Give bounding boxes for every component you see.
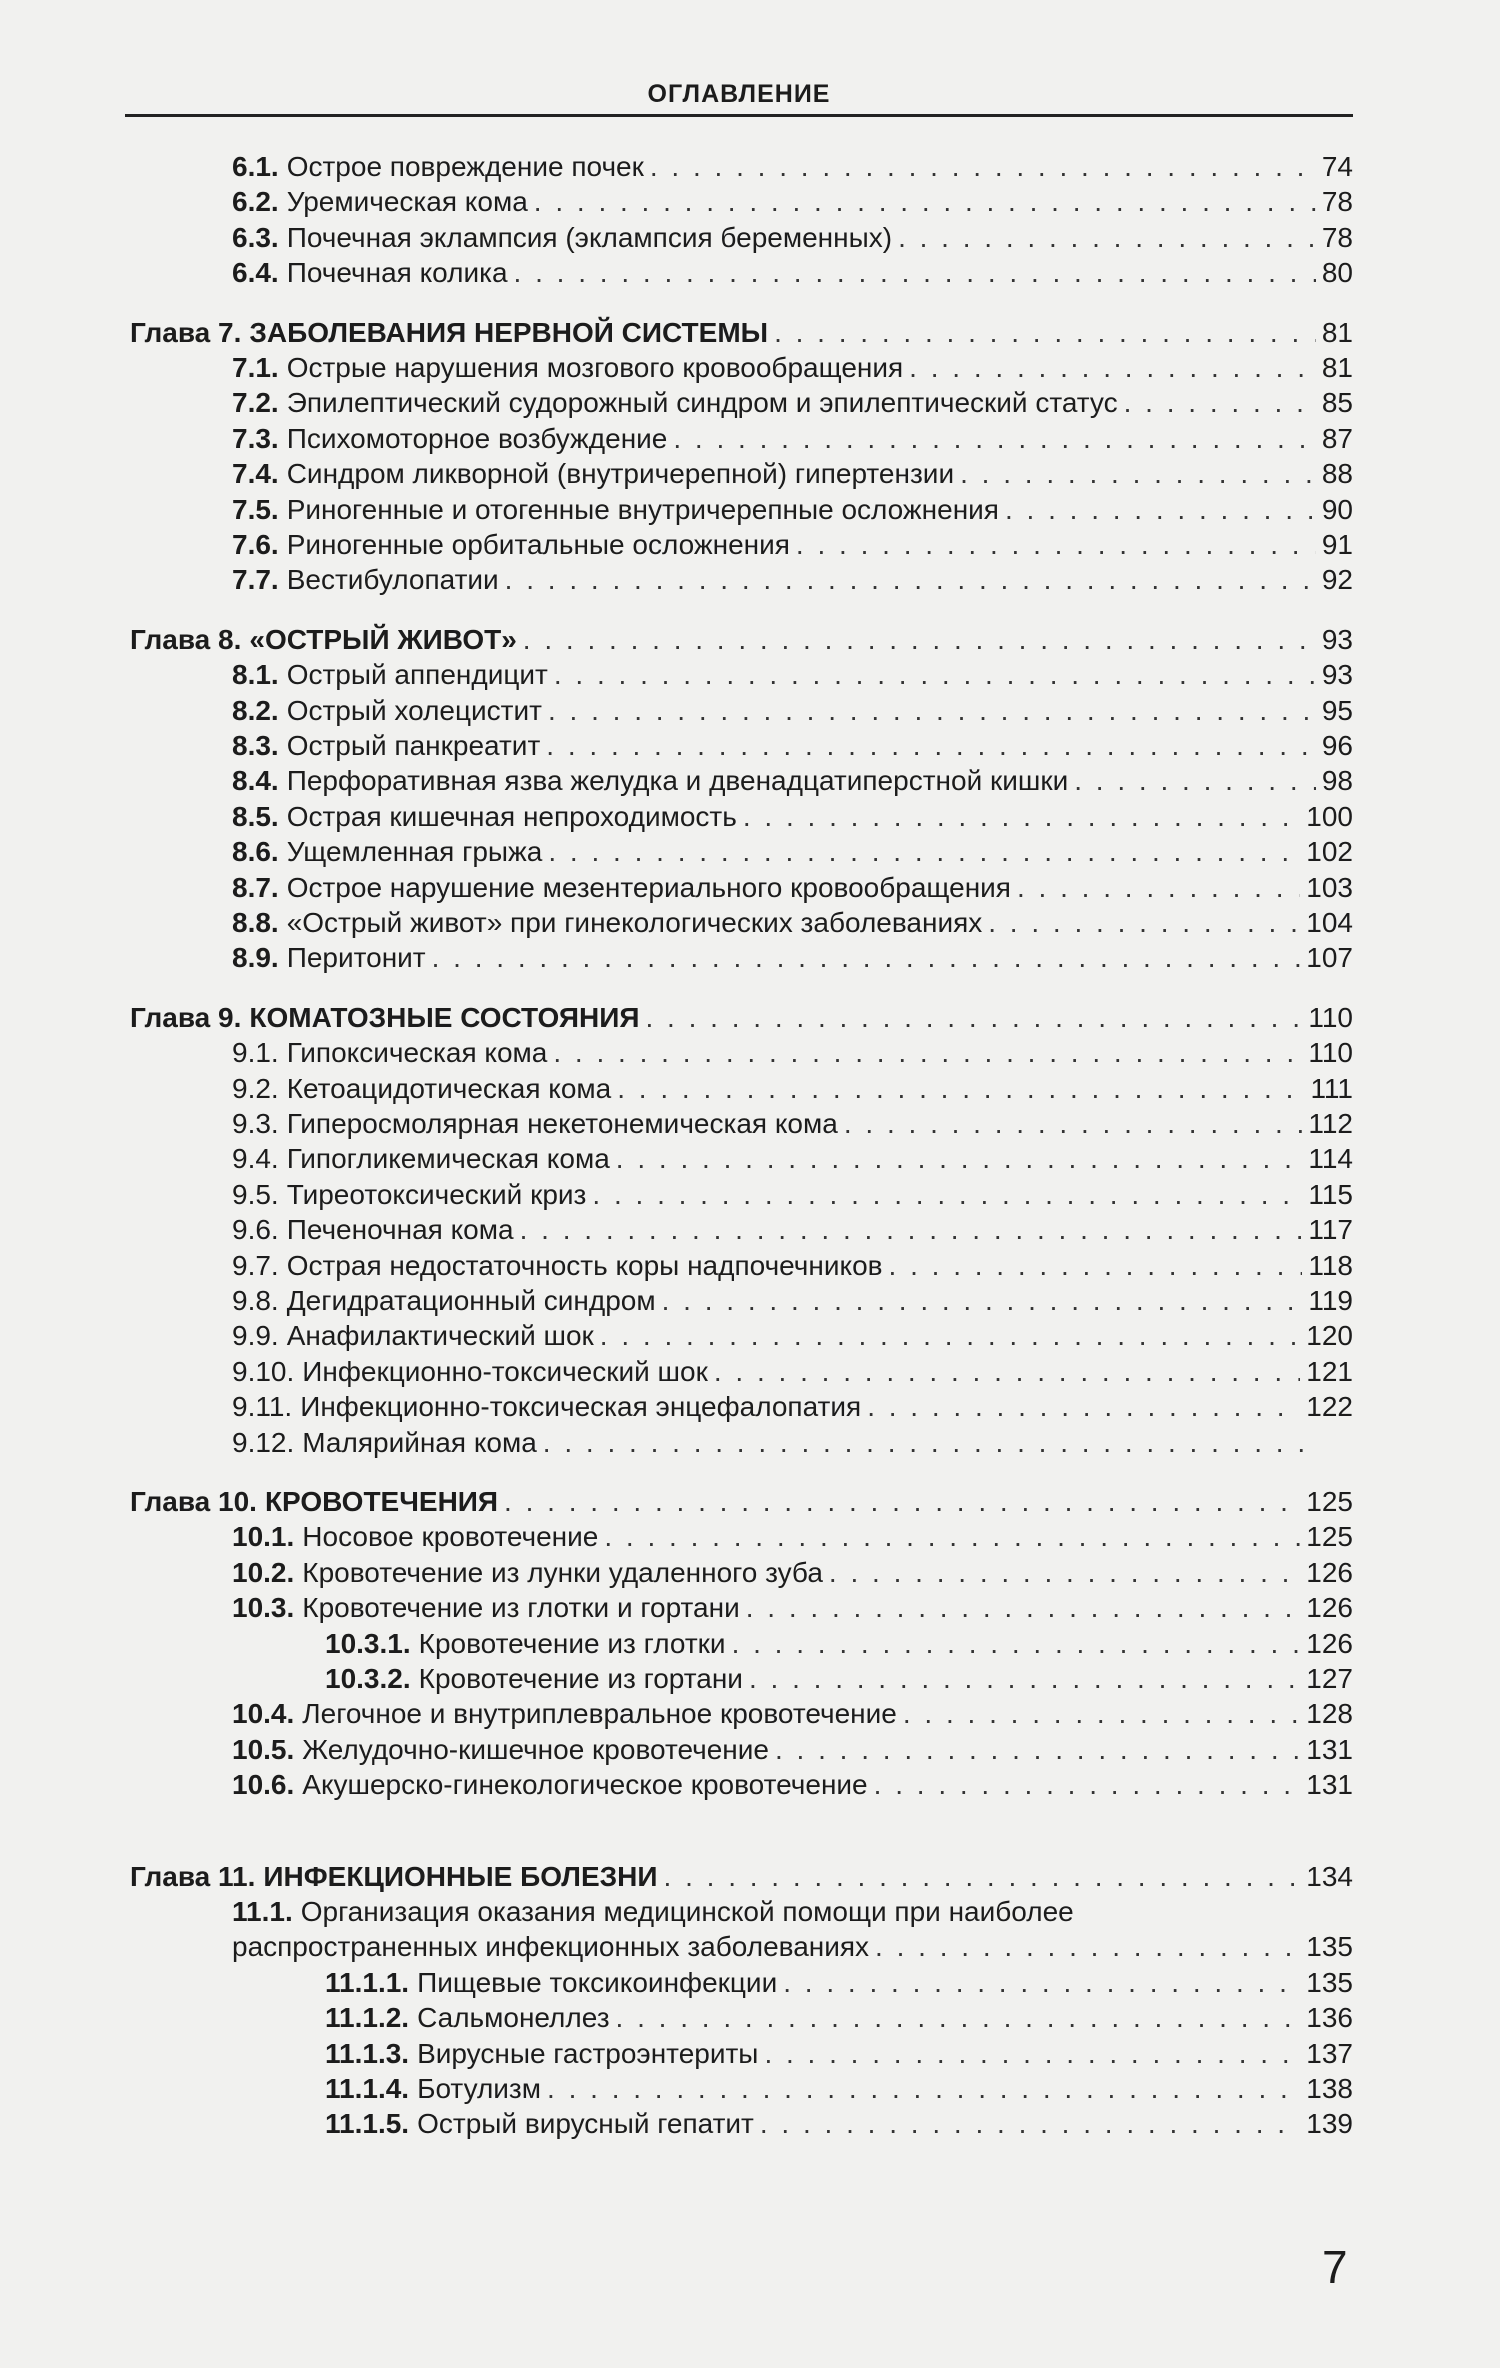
toc-chapter[interactable] xyxy=(130,623,1353,657)
toc-entry-title-continuation: распространенных инфекционных заболеваниях xyxy=(232,1931,870,1963)
toc-page-number: 104 xyxy=(1306,907,1353,938)
dot-leader xyxy=(714,1355,1300,1389)
toc-entry-number: 8.7. xyxy=(232,871,279,903)
toc-entry-title: Риногенные и отогенные внутричерепные осложнения xyxy=(286,493,999,525)
dot-leader xyxy=(600,1319,1300,1353)
toc-entry-number: 11.1.4. xyxy=(325,2073,410,2104)
toc-entry[interactable] xyxy=(325,2107,1353,2141)
toc-entry-title: Уремическая кома xyxy=(286,186,528,218)
dot-leader xyxy=(764,2037,1300,2071)
toc-entry-number: 7.6. xyxy=(232,529,279,560)
toc-entry-title: Острая недостаточность коры надпочечников xyxy=(286,1249,883,1281)
page-title: ОГЛАВЛЕНИЕ xyxy=(647,80,831,108)
toc-chapter[interactable] xyxy=(130,1485,1353,1519)
toc-entry[interactable] xyxy=(232,1178,1353,1212)
toc-entry-title: Гипогликемическая кома xyxy=(286,1143,610,1175)
toc-page-number: 121 xyxy=(1306,1355,1353,1387)
toc-entry-number: 8.8. xyxy=(232,907,279,938)
toc-entry-title: Острые нарушения мозгового кровообращения xyxy=(286,352,904,383)
toc-page-number: 136 xyxy=(1306,2002,1353,2034)
toc-entry-title: Носовое кровотечение xyxy=(302,1521,599,1553)
toc-page-number: 107 xyxy=(1306,942,1353,974)
dot-leader xyxy=(650,150,1316,184)
toc-entry-number: 11.1.3. xyxy=(325,2037,410,2069)
dot-leader xyxy=(432,941,1301,975)
dot-leader xyxy=(534,185,1316,219)
toc-entry-number: 7.7. xyxy=(232,564,279,596)
dot-leader xyxy=(645,1001,1302,1035)
dot-leader xyxy=(504,1485,1300,1519)
dot-leader xyxy=(592,1178,1302,1212)
toc-page-number: 103 xyxy=(1306,871,1353,903)
toc-entry-title: Перитонит xyxy=(286,942,426,974)
toc-entry[interactable] xyxy=(232,1697,1353,1731)
toc-entry[interactable] xyxy=(232,941,1353,975)
toc-entry[interactable] xyxy=(232,1213,1353,1247)
dot-leader xyxy=(749,1662,1300,1696)
dot-leader xyxy=(548,835,1300,869)
toc-entry-title: Острое повреждение почек xyxy=(286,151,644,182)
toc-entry[interactable] xyxy=(232,1426,1353,1460)
toc-entry-title: ЗАБОЛЕВАНИЯ НЕРВНОЙ СИСТЕМЫ xyxy=(249,316,769,348)
toc-entry-title: Легочное и внутриплевральное кровотечение xyxy=(302,1698,897,1730)
toc-entry[interactable] xyxy=(325,2037,1353,2071)
toc-entry-number: 9.11. xyxy=(232,1391,293,1423)
toc-entry-number: 8.5. xyxy=(232,800,279,832)
toc-entry[interactable] xyxy=(232,386,1353,420)
toc-entry-number: 11.1. xyxy=(232,1896,293,1927)
toc-entry[interactable] xyxy=(232,835,1353,869)
toc-entry-title: Инфекционно-токсическая энцефалопатия xyxy=(300,1391,862,1423)
toc-entry-title: Острый панкреатит xyxy=(286,730,541,761)
toc-entry-title: Риногенные орбитальные осложнения xyxy=(286,529,790,560)
toc-entry[interactable] xyxy=(232,1768,1353,1802)
toc-page-number: 110 xyxy=(1308,1037,1353,1069)
toc-entry-title: Ботулизм xyxy=(417,2073,542,2104)
toc-entry[interactable] xyxy=(232,1355,1353,1389)
toc-entry-number: 9.2. xyxy=(232,1072,279,1104)
toc-entry-title: Кетоацидотическая кома xyxy=(286,1072,612,1104)
toc-entry[interactable] xyxy=(232,1319,1353,1353)
toc-entry-title: Акушерско-гинекологическое кровотечение xyxy=(302,1769,868,1801)
toc-entry-number: 9.1. xyxy=(232,1037,279,1069)
dot-leader xyxy=(514,256,1316,290)
toc-entry-number: 7.4. xyxy=(232,458,279,490)
toc-entry-number: 6.3. xyxy=(232,221,279,253)
toc-page-number: 112 xyxy=(1308,1108,1353,1139)
dot-leader xyxy=(662,1284,1303,1318)
toc-entry[interactable] xyxy=(232,1284,1353,1318)
toc-entry[interactable] xyxy=(232,1895,1353,1929)
toc-entry[interactable] xyxy=(232,800,1353,834)
toc-entry[interactable] xyxy=(232,694,1353,728)
toc-entry-title: Гипоксическая кома xyxy=(286,1037,548,1069)
dot-leader xyxy=(867,1390,1300,1424)
toc-entry[interactable] xyxy=(232,1390,1353,1424)
toc-entry[interactable] xyxy=(232,658,1353,692)
dot-leader xyxy=(844,1107,1303,1141)
toc-page-number: 100 xyxy=(1306,800,1353,832)
dot-leader xyxy=(520,1213,1303,1247)
dot-leader xyxy=(523,623,1316,657)
toc-page-number: 134 xyxy=(1306,1860,1353,1892)
dot-leader xyxy=(543,1426,1317,1460)
dot-leader xyxy=(1124,386,1316,420)
toc-entry-number: 11.1.2. xyxy=(325,2002,410,2034)
toc-entry-title: «ОСТРЫЙ ЖИВОТ» xyxy=(249,623,517,655)
toc-page-number: 115 xyxy=(1308,1178,1353,1210)
toc-page-number: 114 xyxy=(1308,1143,1353,1175)
page-number: 7 xyxy=(1322,2241,1348,2293)
toc-page-number: 120 xyxy=(1306,1320,1353,1352)
toc-entry-title: Острая кишечная непроходимость xyxy=(286,800,737,832)
dot-leader xyxy=(554,658,1316,692)
toc-entry-number: 8.3. xyxy=(232,730,279,761)
toc-page-number: 78 xyxy=(1321,186,1353,218)
toc-entry-title: Анафилактический шок xyxy=(286,1320,594,1352)
toc-entry[interactable] xyxy=(232,457,1353,491)
dot-leader xyxy=(743,800,1300,834)
toc-entry-number: 10.6. xyxy=(232,1769,295,1801)
toc-entry-title: ИНФЕКЦИОННЫЕ БОЛЕЗНИ xyxy=(263,1860,658,1892)
toc-entry-title: Почечная эклампсия (эклампсия беременных) xyxy=(286,221,893,253)
toc-page-number: 138 xyxy=(1306,2073,1353,2104)
toc-entry-title: Острый холецистит xyxy=(286,694,542,726)
toc-page-number: 80 xyxy=(1321,257,1353,289)
toc-page-number: 93 xyxy=(1321,659,1353,691)
toc-entry-number: Глава 10. xyxy=(130,1486,257,1517)
dot-leader xyxy=(546,729,1316,763)
toc-page-number: 78 xyxy=(1321,221,1353,253)
toc-entry[interactable] xyxy=(232,1107,1353,1141)
toc-entry-title: Синдром ликворной (внутричерепной) гипертензии xyxy=(286,458,955,490)
toc-entry-title: Печеночная кома xyxy=(286,1214,514,1246)
toc-entry-number: 8.6. xyxy=(232,836,279,868)
toc-page-number: 87 xyxy=(1321,422,1353,454)
toc-page-number: 95 xyxy=(1321,694,1353,726)
dot-leader xyxy=(547,2072,1300,2106)
toc-page-number: 81 xyxy=(1321,352,1353,383)
toc-entry[interactable] xyxy=(232,221,1353,255)
toc-entry[interactable] xyxy=(232,1591,1353,1625)
toc-entry-title: Кровотечение из глотки и гортани xyxy=(302,1592,740,1624)
toc-page-number: 125 xyxy=(1306,1486,1353,1517)
toc-entry[interactable] xyxy=(232,493,1353,527)
toc-page-number: 102 xyxy=(1306,836,1353,868)
toc-page-number: 98 xyxy=(1321,765,1353,797)
toc-entry[interactable] xyxy=(232,1733,1353,1767)
dot-leader xyxy=(774,316,1316,350)
toc-entry-title: Организация оказания медицинской помощи при наиболее xyxy=(300,1896,1074,1927)
toc-entry[interactable] xyxy=(232,1249,1353,1283)
toc-page-number: 127 xyxy=(1306,1663,1353,1694)
toc-page-number: 119 xyxy=(1308,1285,1353,1316)
toc-entry-title: Малярийная кома xyxy=(302,1426,537,1458)
toc-page-number: 88 xyxy=(1321,458,1353,490)
toc-entry[interactable] xyxy=(232,1036,1353,1070)
toc-entry-number: 10.4. xyxy=(232,1698,295,1730)
toc-entry[interactable] xyxy=(232,1142,1353,1176)
dot-leader xyxy=(909,351,1316,385)
toc-entry-title: Вирусные гастроэнтериты xyxy=(417,2037,759,2069)
toc-entry-title: Перфоративная язва желудка и двенадцатиперстной кишки xyxy=(286,765,1069,797)
toc-page-number: 92 xyxy=(1321,564,1353,596)
toc-chapter[interactable] xyxy=(130,316,1353,350)
toc-entry-title: Острое нарушение мезентериального кровообращения xyxy=(286,871,1011,903)
dot-leader xyxy=(673,422,1315,456)
toc-page-number: 135 xyxy=(1306,1966,1353,1998)
toc-entry-title: Кровотечение из лунки удаленного зуба xyxy=(302,1556,823,1588)
toc-entry[interactable] xyxy=(232,906,1353,940)
dot-leader xyxy=(898,221,1316,255)
toc-entry-title: «Острый живот» при гинекологических заболеваниях xyxy=(286,907,983,938)
toc-entry[interactable] xyxy=(325,1966,1353,2000)
dot-leader xyxy=(604,1520,1300,1554)
toc-page-number: 96 xyxy=(1321,730,1353,761)
toc-entry-number: 9.4. xyxy=(232,1143,279,1175)
toc-page-number: 135 xyxy=(1306,1931,1353,1963)
toc-entry-continuation[interactable] xyxy=(232,1930,1353,1964)
toc-entry-number: 7.1. xyxy=(232,352,279,383)
toc-entry[interactable] xyxy=(325,2072,1353,2106)
toc-page-number: 111 xyxy=(1310,1072,1353,1104)
toc-entry[interactable] xyxy=(232,351,1353,385)
toc-page-number: 126 xyxy=(1306,1556,1353,1588)
toc-entry-title: Ущемленная грыжа xyxy=(286,836,543,868)
dot-leader xyxy=(732,1627,1301,1661)
toc-entry-title: Пищевые токсикоинфекции xyxy=(417,1966,778,1998)
toc-entry[interactable] xyxy=(232,528,1353,562)
toc-entry[interactable] xyxy=(232,764,1353,798)
toc-page-number: 81 xyxy=(1321,316,1353,348)
toc-chapter[interactable] xyxy=(130,1860,1353,1894)
toc-chapter[interactable] xyxy=(130,1001,1353,1035)
dot-leader xyxy=(746,1591,1301,1625)
toc-page-number: 90 xyxy=(1321,493,1353,525)
page-header xyxy=(125,74,1353,117)
toc-entry[interactable] xyxy=(232,563,1353,597)
toc-entry-number: 6.4. xyxy=(232,257,279,289)
toc-entry-title: КРОВОТЕЧЕНИЯ xyxy=(264,1486,499,1517)
toc-entry-title: Кровотечение из гортани xyxy=(418,1663,743,1694)
toc-entry-number: 10.3. xyxy=(232,1592,295,1624)
toc-page-number: 110 xyxy=(1308,1001,1353,1033)
toc-entry-number: 11.1.5. xyxy=(325,2108,410,2140)
toc-entry-title: Острый аппендицит xyxy=(286,659,548,691)
dot-leader xyxy=(783,1966,1300,2000)
toc-entry[interactable] xyxy=(232,1520,1353,1554)
toc-entry-number: 6.1. xyxy=(232,151,279,182)
toc-entry-number: Глава 9. xyxy=(130,1001,242,1033)
toc-entry-number: Глава 8. xyxy=(130,623,242,655)
toc-entry[interactable] xyxy=(232,871,1353,905)
dot-leader xyxy=(874,1768,1301,1802)
dot-leader xyxy=(1005,493,1316,527)
dot-leader xyxy=(988,906,1300,940)
dot-leader xyxy=(505,563,1316,597)
toc-entry-number: 6.2. xyxy=(232,186,279,218)
toc-page-number: 139 xyxy=(1306,2108,1353,2140)
toc-entry[interactable] xyxy=(232,1556,1353,1590)
toc-entry[interactable] xyxy=(325,1627,1353,1661)
toc-entry-number: 9.8. xyxy=(232,1285,279,1316)
toc-entry-title: Психомоторное возбуждение xyxy=(286,422,668,454)
dot-leader xyxy=(775,1733,1300,1767)
toc-entry-number: 9.5. xyxy=(232,1178,279,1210)
dot-leader xyxy=(903,1697,1300,1731)
dot-leader xyxy=(760,2107,1300,2141)
toc-entry-number: 7.2. xyxy=(232,387,279,419)
toc-page-number: 118 xyxy=(1308,1249,1353,1281)
toc-page-number: 137 xyxy=(1306,2037,1353,2069)
toc-entry-title: Острый вирусный гепатит xyxy=(417,2108,754,2140)
toc-page-number: 85 xyxy=(1321,387,1353,419)
toc-entry-number: 9.7. xyxy=(232,1249,279,1281)
dot-leader xyxy=(1074,764,1316,798)
toc-entry-number: 9.6. xyxy=(232,1214,279,1246)
dot-leader xyxy=(553,1036,1302,1070)
dot-leader xyxy=(1017,871,1300,905)
toc-entry-number: 10.1. xyxy=(232,1521,295,1553)
toc-entry[interactable] xyxy=(232,729,1353,763)
toc-entry-number: Глава 11. xyxy=(130,1860,256,1892)
toc-page-number: 91 xyxy=(1321,529,1353,560)
dot-leader xyxy=(548,694,1316,728)
toc-entry-title: Инфекционно-токсический шок xyxy=(302,1355,708,1387)
toc-entry[interactable] xyxy=(232,1072,1353,1106)
toc-page-number: 126 xyxy=(1306,1627,1353,1659)
toc-entry[interactable] xyxy=(232,256,1353,290)
toc-entry[interactable] xyxy=(232,422,1353,456)
toc-entry-title: КОМАТОЗНЫЕ СОСТОЯНИЯ xyxy=(249,1001,640,1033)
toc-entry-number: 9.12. xyxy=(232,1426,295,1458)
toc-entry-number: 9.10. xyxy=(232,1355,295,1387)
toc-page-number: 117 xyxy=(1308,1214,1353,1246)
toc-page-number: 131 xyxy=(1306,1769,1353,1801)
toc-entry-title: Почечная колика xyxy=(286,257,508,289)
toc-page-number: 131 xyxy=(1306,1733,1353,1765)
toc-entry-number: 10.3.2. xyxy=(325,1663,411,1694)
toc-entry-number: 10.3.1. xyxy=(325,1627,411,1659)
toc-page-number: 128 xyxy=(1306,1698,1353,1730)
toc-entry-number: Глава 7. xyxy=(130,316,242,348)
dot-leader xyxy=(664,1860,1301,1894)
toc-entry-title: Вестибулопатии xyxy=(286,564,499,596)
toc-entry-number: 8.9. xyxy=(232,942,279,974)
dot-leader xyxy=(616,2001,1301,2035)
toc-entry-number: 10.5. xyxy=(232,1733,295,1765)
dot-leader xyxy=(960,457,1316,491)
toc-entry-number: 11.1.1. xyxy=(325,1966,410,1998)
toc-entry-number: 10.2. xyxy=(232,1556,295,1588)
toc-entry-title: Гиперосмолярная некетонемическая кома xyxy=(286,1108,838,1139)
toc-entry[interactable] xyxy=(232,185,1353,219)
dot-leader xyxy=(829,1556,1300,1590)
toc-entry-number: 9.3. xyxy=(232,1108,279,1139)
toc-entry[interactable] xyxy=(232,150,1353,184)
toc-entry-title: Дегидратационный синдром xyxy=(286,1285,656,1316)
toc-entry-number: 8.1. xyxy=(232,659,279,691)
toc-entry[interactable] xyxy=(325,1662,1353,1696)
toc-page-number: 125 xyxy=(1306,1521,1353,1553)
toc-entry-title: Эпилептический судорожный синдром и эпилептический статус xyxy=(286,387,1118,419)
toc-entry-number: 7.3. xyxy=(232,422,279,454)
dot-leader xyxy=(617,1072,1304,1106)
toc-page-number: 122 xyxy=(1306,1391,1353,1423)
toc-page-number: 74 xyxy=(1321,151,1353,182)
toc-page-number: 93 xyxy=(1321,623,1353,655)
toc-entry-number: 7.5. xyxy=(232,493,279,525)
toc-page-number: 126 xyxy=(1306,1592,1353,1624)
toc-entry-number: 8.2. xyxy=(232,694,279,726)
dot-leader xyxy=(875,1930,1300,1964)
toc-entry[interactable] xyxy=(325,2001,1353,2035)
dot-leader xyxy=(796,528,1316,562)
toc-entry-title: Сальмонеллез xyxy=(417,2002,610,2034)
dot-leader xyxy=(889,1249,1303,1283)
toc-entry-title: Тиреотоксический криз xyxy=(286,1178,587,1210)
toc-entry-title: Желудочно-кишечное кровотечение xyxy=(302,1733,769,1765)
toc-entry-title: Кровотечение из глотки xyxy=(418,1627,726,1659)
toc-entry-number: 9.9. xyxy=(232,1320,279,1352)
dot-leader xyxy=(616,1142,1303,1176)
toc-entry-number: 8.4. xyxy=(232,765,279,797)
